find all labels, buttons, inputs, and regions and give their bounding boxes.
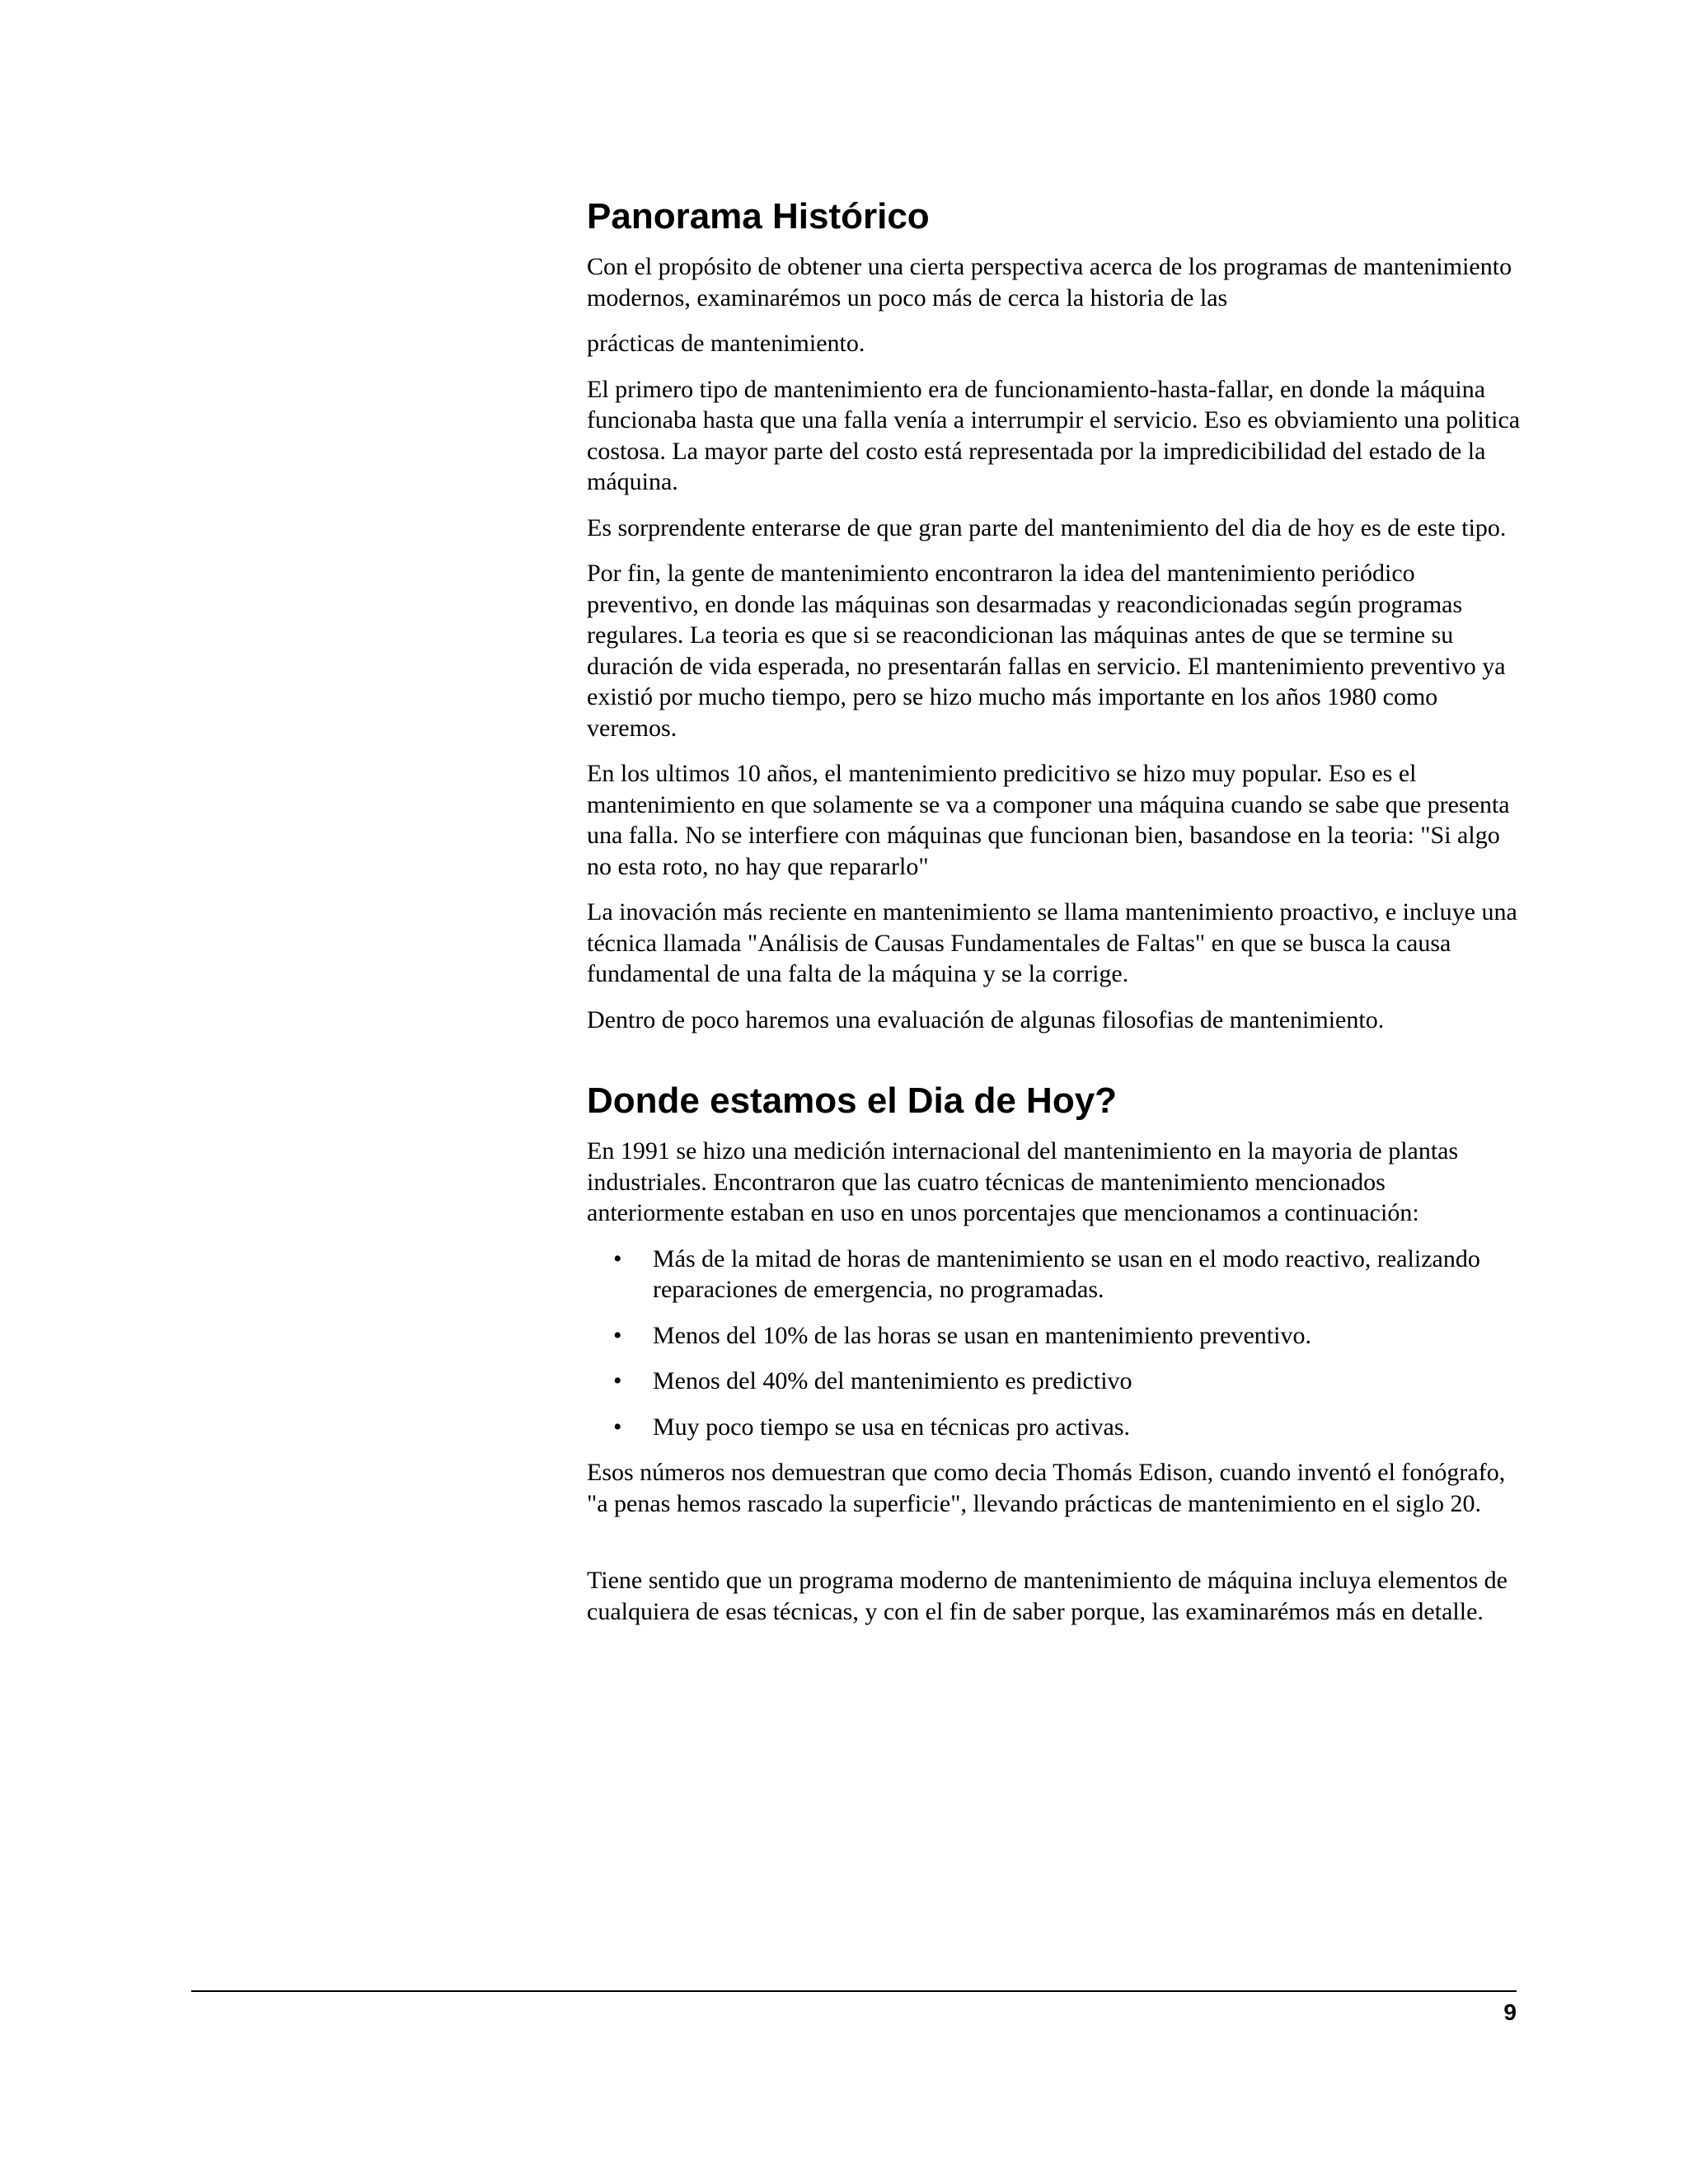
paragraph: El primero tipo de mantenimiento era de funcionamiento-hasta-fallar, en donde la máquina funcionaba hasta que una falla venía a interrumpir el servicio. Eso es obviamiento una politica costosa. La mayor parte del costo está representada por la impredicibilidad del estado de la máquina. [587,375,1521,495]
paragraph: La inovación más reciente en mantenimiento se llama mantenimiento proactivo, e incluye una técnica llamada "Análisis de Causas Fundamentales de Faltas" en que se busca la causa fundamental de una falta de la máquina y se la corrige. [587,898,1517,987]
list-item-text: Menos del 40% del mantenimiento es predictivo [653,1367,1132,1394]
bullet-icon: • [613,1244,622,1272]
paragraph: Dentro de poco haremos una evaluación de algunas filosofias de mantenimiento. [587,1005,1385,1033]
bullet-icon: • [613,1413,622,1441]
paragraph: Con el propósito de obtener una cierta perspectiva acerca de los programas de mantenimiento modernos, examinarémos un poco más de cerca la historia de las [587,253,1512,312]
paragraph: Por fin, la gente de mantenimiento encontraron la idea del mantenimiento periódico preventivo, en donde las máquinas son desarmadas y reacondicionadas según programas regulares. La teoria es que si se reacondicionan las máquinas antes de que se termine su duración de vida esperada, no presentarán fallas en servicio. El mantenimiento preventivo ya existió por mucho tiempo, pero se hizo mucho más importante en los años 1980 como veremos. [587,560,1506,742]
list-item-text: Más de la mitad de horas de mantenimiento se usan en el modo reactivo, realizando reparaciones de emergencia, no programadas. [653,1244,1480,1303]
list-item [587,1320,1526,1352]
paragraph: En los ultimos 10 años, el mantenimiento predicitivo se hizo muy popular. Eso es el mantenimiento en que solamente se va a componer una máquina cuando se sabe que presenta una falla. No se interfiere con máquinas que funcionan bien, basandose en la teoria: "Si algo no esta roto, no hay que repararlo" [587,760,1510,880]
paragraph: Es sorprendente enterarse de que gran parte del mantenimiento del dia de hoy es de este tipo. [587,513,1507,541]
paragraph: Tiene sentido que un programa moderno de mantenimiento de máquina incluya elementos de cualquiera de esas técnicas, y con el fin de saber porque, las examinarémos más en detalle. [587,1567,1507,1625]
paragraph: prácticas de mantenimiento. [587,330,865,357]
bullet-list [587,1244,1526,1443]
paragraph: Esos números nos demuestran que como decia Thomás Edison, cuando inventó el fonógrafo, "a penas hemos rascado la superficie", llevando prácticas de mantenimiento en el siglo 20. [587,1459,1506,1517]
list-item [587,1366,1526,1397]
section-heading-donde-estamos: Donde estamos el Dia de Hoy? [587,1080,1118,1121]
bullet-icon: • [613,1321,622,1349]
list-item [587,1244,1526,1305]
paragraph: En 1991 se hizo una medición internacional del mantenimiento en la mayoria de plantas industriales. Encontraron que las cuatro técnicas de mantenimiento mencionados anteriormente estaban en uso en unos porcentajes que mencionamos a continuación: [587,1137,1459,1226]
list-item-text: Muy poco tiempo se usa en técnicas pro activas. [653,1413,1130,1441]
list-item [587,1412,1526,1443]
page-number: 9 [1503,1999,1517,2025]
list-item-text: Menos del 10% de las horas se usan en mantenimiento preventivo. [653,1321,1311,1349]
section-heading-panorama-historico: Panorama Histórico [587,196,930,237]
bullet-icon: • [613,1367,622,1394]
footer-divider [191,1990,1517,1992]
page-content [587,194,1526,1642]
